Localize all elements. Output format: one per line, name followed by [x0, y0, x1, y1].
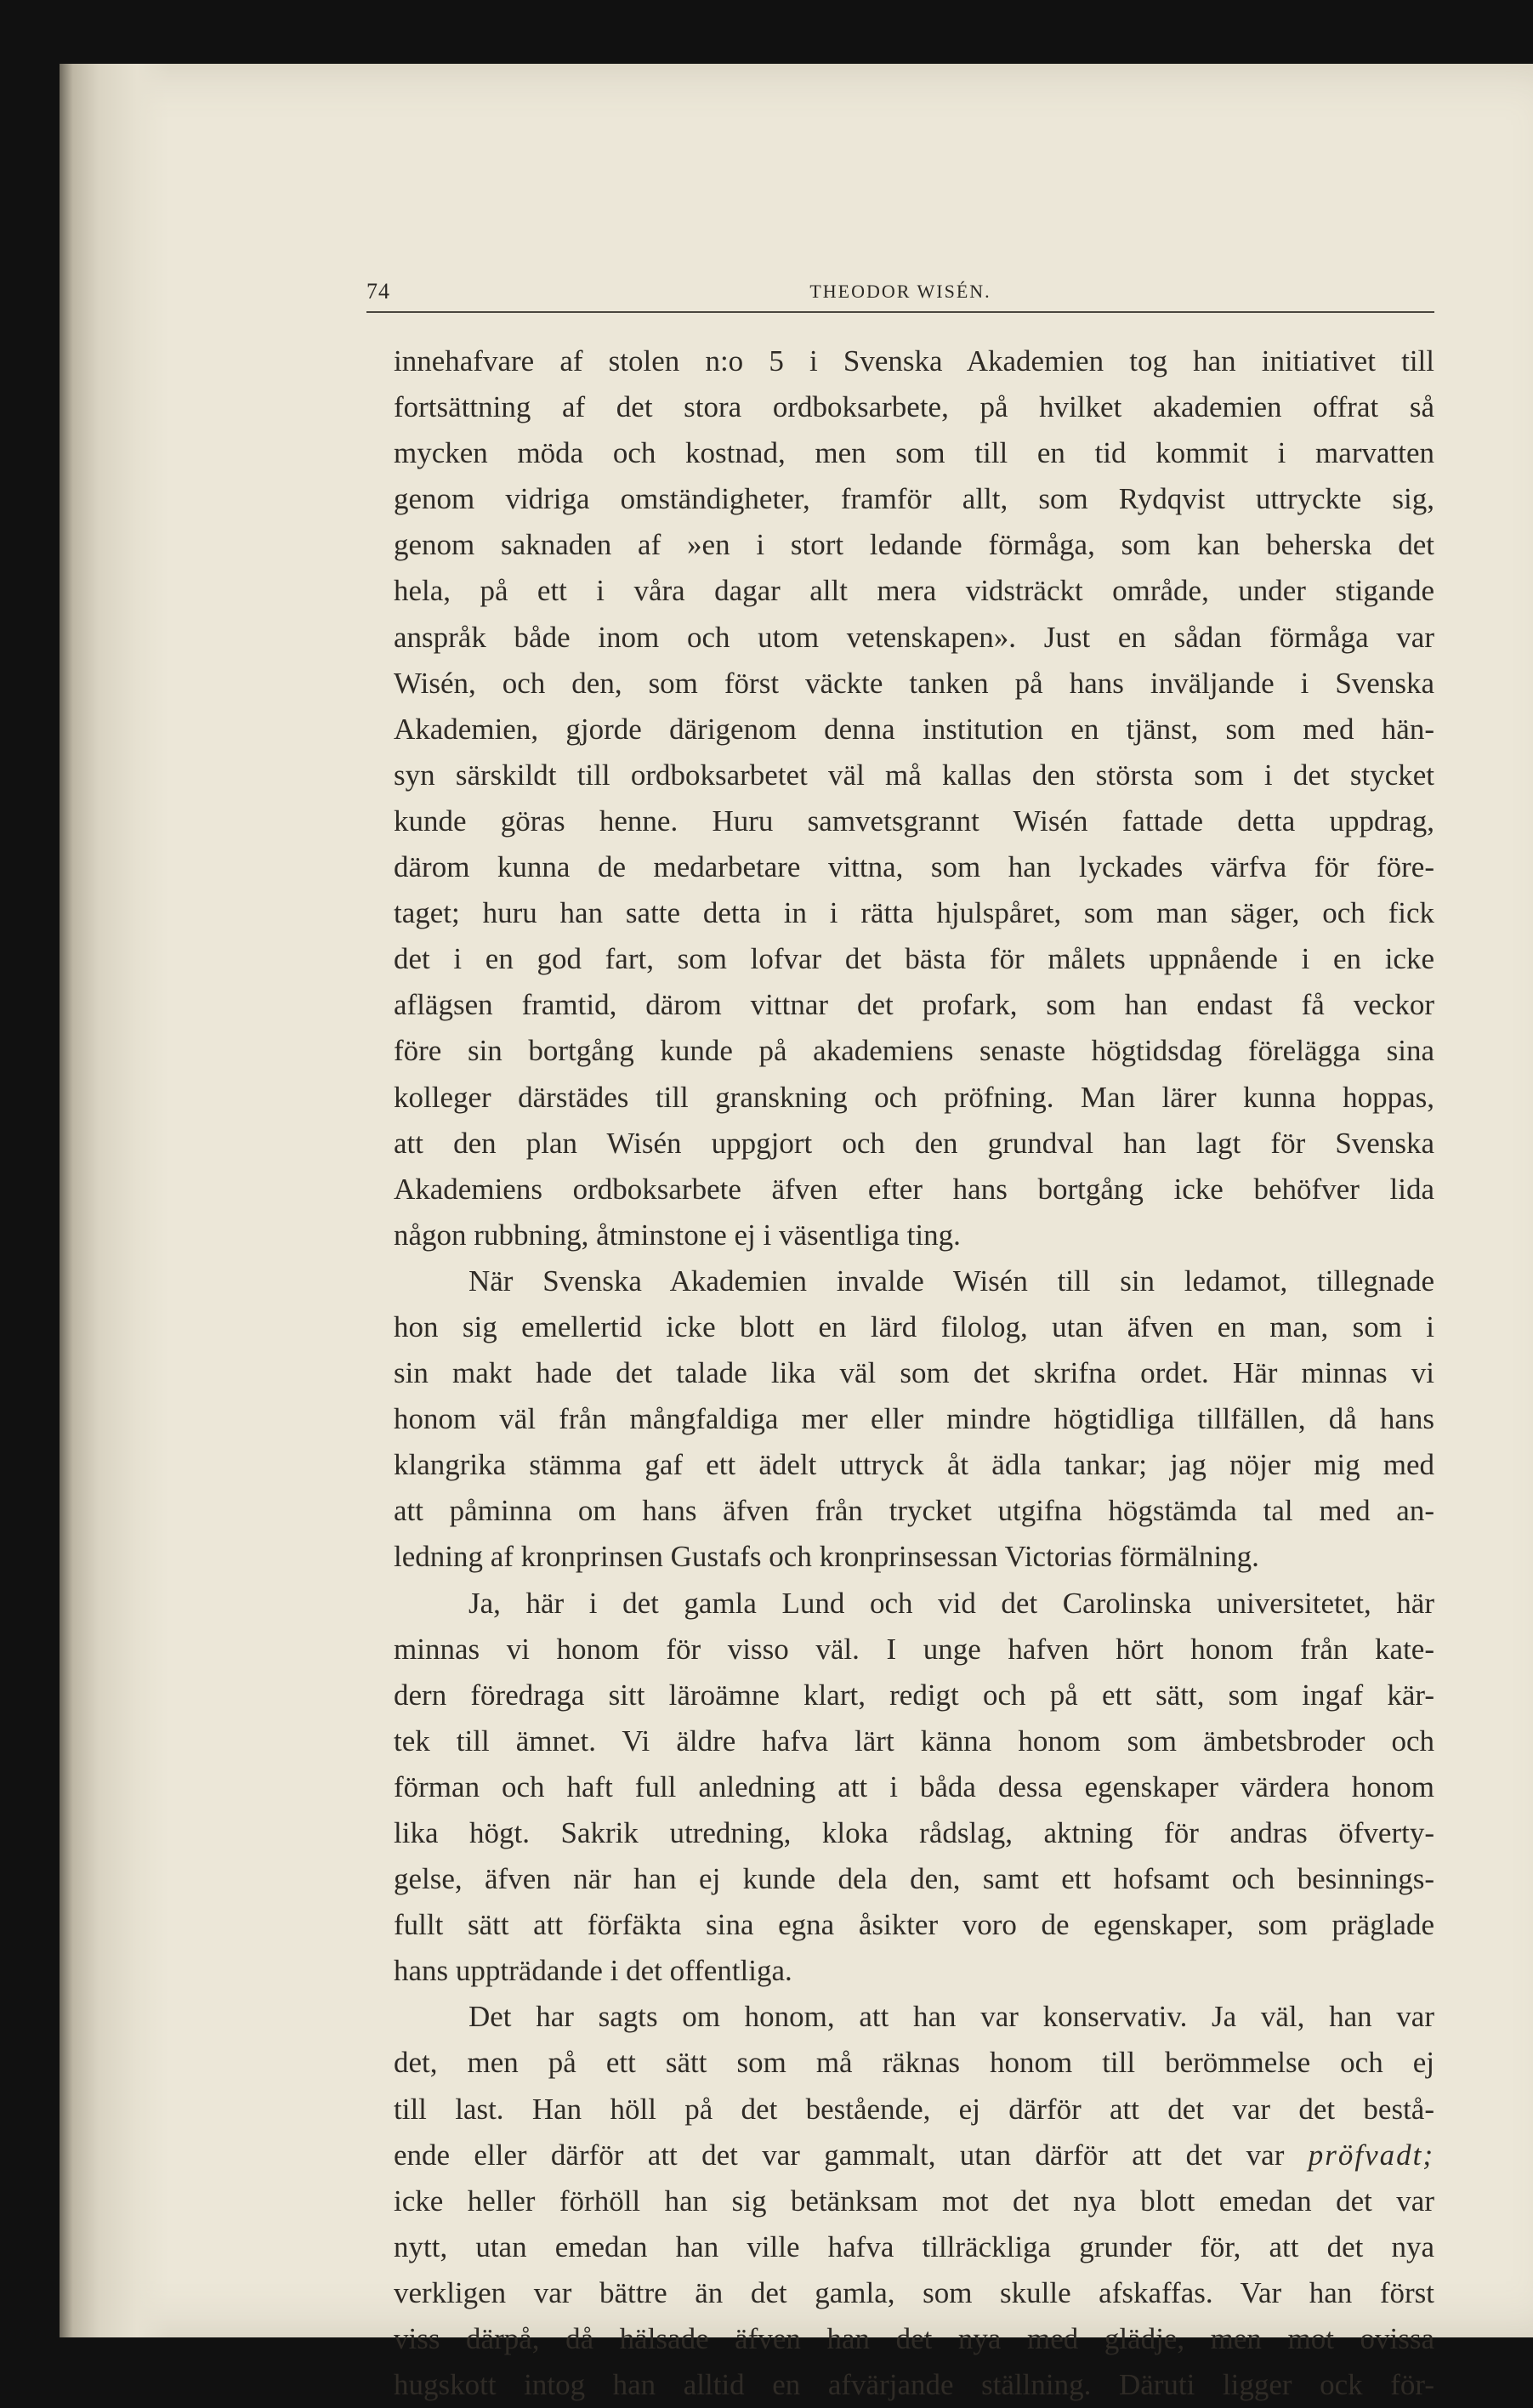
text-line-content: till last. Han höll på det bestående, ej därför att det var det bestå- [394, 2092, 1434, 2126]
emphasized-word: pröfvadt; [1308, 2138, 1434, 2172]
text-line [394, 1396, 1434, 1442]
text-line [394, 2224, 1434, 2270]
body-text [394, 338, 1434, 2408]
text-line-content: genom vidriga omständigheter, framför allt, som Rydqvist uttryckte sig, [394, 482, 1434, 516]
text-line [394, 1856, 1434, 1902]
text-line [394, 338, 1434, 384]
text-line [394, 1764, 1434, 1810]
text-line [394, 2270, 1434, 2316]
text-line-content: dern föredraga sitt läroämne klart, redigt och på ett sätt, som ingaf kär- [394, 1678, 1434, 1712]
text-line-content: innehafvare af stolen n:o 5 i Svenska Akademien tog han initiativet till [394, 344, 1434, 378]
text-line [394, 890, 1434, 936]
text-line-content: Det har sagts om honom, att han var konservativ. Ja väl, han var [468, 2000, 1434, 2034]
text-line-content: nytt, utan emedan han ville hafva tillräckliga grunder för, att det nya [394, 2229, 1434, 2263]
text-line-content: honom väl från mångfaldiga mer eller mindre högtidliga tillfällen, då hans [394, 1402, 1434, 1436]
text-line-content: Wisén, och den, som först väckte tanken på hans inväljande i Svenska [394, 666, 1434, 700]
text-line-content: icke heller förhöll han sig betänksam mot det nya blott emedan det var [394, 2184, 1434, 2218]
text-line-content: att den plan Wisén uppgjort och den grundval han lagt för Svenska [394, 1126, 1434, 1160]
text-line [394, 1121, 1434, 1167]
text-line [394, 1304, 1434, 1350]
text-line-content: aflägsen framtid, därom vittnar det profark, som han endast få veckor [394, 988, 1434, 1022]
text-line-content: Akademiens ordboksarbete äfven efter hans bortgång icke behöfver lida [394, 1172, 1434, 1206]
text-line [394, 1581, 1434, 1627]
text-line [394, 2316, 1434, 2362]
text-line [394, 2040, 1434, 2086]
text-line-content: fullt sätt att förfäkta sina egna åsikter voro de egenskaper, som präglade [394, 1908, 1434, 1942]
text-line [394, 1028, 1434, 1074]
text-line [394, 2362, 1434, 2408]
text-line-content: genom saknaden af »en i stort ledande förmåga, som kan beherska det [394, 528, 1434, 562]
text-line-content: hon sig emellertid icke blott en lärd filolog, utan äfven en man, som i [394, 1309, 1434, 1343]
text-line [394, 1534, 1434, 1580]
text-line [394, 707, 1434, 752]
text-line-content: anspråk både inom och utom vetenskapen». Just en sådan förmåga var [394, 620, 1434, 654]
text-line [394, 1213, 1434, 1258]
text-line-content: minnas vi honom för visso väl. I unge hafven hört honom från kate- [394, 1632, 1434, 1666]
text-line-content: fortsättning af det stora ordboksarbete, på hvilket akademien offrat så [394, 390, 1434, 424]
text-line-content: När Svenska Akademien invalde Wisén till sin ledamot, tillegnade [468, 1264, 1434, 1298]
text-line-content: lika högt. Sakrik utredning, kloka rådslag, aktning för andras öfverty- [394, 1816, 1434, 1849]
text-line [394, 615, 1434, 661]
text-line-content: det i en god fart, som lofvar det bästa för målets uppnående i en icke [394, 942, 1434, 976]
text-line-content: verkligen var bättre än det gamla, som skulle afskaffas. Var han först [394, 2275, 1434, 2309]
text-line-content: därom kunna de medarbetare vittna, som han lyckades värfva för före- [394, 850, 1434, 884]
text-line-content: tek till ämnet. Vi äldre hafva lärt känna honom som ämbetsbroder och [394, 1724, 1434, 1758]
text-line [394, 1994, 1434, 2040]
text-line-content: taget; huru han satte detta in i rätta hjulspåret, som man säger, och fick [394, 896, 1434, 930]
text-line-content: ende eller därför att det var gammalt, utan därför att det var [394, 2138, 1309, 2172]
page-number: 74 [366, 279, 390, 304]
text-line [394, 1948, 1434, 1994]
text-line [394, 476, 1434, 522]
text-line [394, 2087, 1434, 2133]
text-line [394, 936, 1434, 982]
text-line-content: mycken möda och kostnad, men som till en tid kommit i marvatten [394, 436, 1434, 470]
text-line [394, 2133, 1434, 2178]
text-line-content: syn särskildt till ordboksarbetet väl må kallas den största som i det stycket [394, 758, 1434, 792]
text-line-content: ledning af kronprinsen Gustafs och kronprinsessan Victorias förmälning. [394, 1540, 1259, 1574]
text-line [394, 2178, 1434, 2224]
text-line [394, 568, 1434, 614]
text-line [394, 384, 1434, 430]
running-title: THEODOR WISÉN. [809, 281, 991, 302]
text-line [394, 844, 1434, 890]
text-line-content: kolleger därstädes till granskning och pröfning. Man lärer kunna hoppas, [394, 1080, 1434, 1114]
text-line [394, 1075, 1434, 1121]
text-line [394, 1718, 1434, 1764]
text-line [394, 1902, 1434, 1948]
text-line-content: någon rubbning, åtminstone ej i väsentliga ting. [394, 1218, 961, 1252]
text-line-content: klangrika stämma gaf ett ädelt uttryck åt ädla tankar; jag nöjer mig med [394, 1448, 1434, 1482]
text-line [394, 798, 1434, 844]
text-line-content: kunde göras henne. Huru samvetsgrannt Wisén fattade detta uppdrag, [394, 804, 1434, 838]
text-line-content: hela, på ett i våra dagar allt mera vidsträckt område, under stigande [394, 574, 1434, 608]
text-line-content: att påminna om hans äfven från trycket utgifna högstämda tal med an- [394, 1494, 1434, 1528]
text-line [394, 752, 1434, 798]
text-line-content: det, men på ett sätt som må räknas honom till berömmelse och ej [394, 2046, 1434, 2080]
page-gutter-shadow [60, 64, 170, 2337]
text-line [394, 982, 1434, 1028]
text-line-content: Akademien, gjorde därigenom denna institution en tjänst, som med hän- [394, 712, 1434, 746]
text-line [394, 1488, 1434, 1534]
page-header [366, 279, 1434, 313]
text-line-content: förman och haft full anledning att i båda dessa egenskaper värdera honom [394, 1769, 1434, 1803]
text-line-content: Ja, här i det gamla Lund och vid det Carolinska universitetet, här [468, 1586, 1434, 1620]
text-line [394, 430, 1434, 476]
text-line-content: före sin bortgång kunde på akademiens senaste högtidsdag förelägga sina [394, 1034, 1434, 1068]
text-line [394, 1627, 1434, 1673]
text-line [394, 522, 1434, 568]
text-line-content: hans uppträdande i det offentliga. [394, 1954, 792, 1988]
text-line [394, 1810, 1434, 1856]
text-line [394, 1350, 1434, 1396]
text-line [394, 1167, 1434, 1213]
text-line [394, 661, 1434, 707]
text-line-content: sin makt hade det talade lika väl som det skrifna ordet. Här minnas vi [394, 1356, 1434, 1390]
text-line [394, 1442, 1434, 1488]
text-line [394, 1258, 1434, 1304]
text-line [394, 1673, 1434, 1718]
text-line-content: hugskott intog han alltid en afvärjande ställning. Däruti ligger ock för- [394, 2368, 1434, 2402]
text-line-content: viss därpå, då hälsade äfven han det nya med glädje, men mot ovissa [394, 2322, 1434, 2356]
text-line-content: gelse, äfven när han ej kunde dela den, samt ett hofsamt och besinnings- [394, 1862, 1434, 1896]
